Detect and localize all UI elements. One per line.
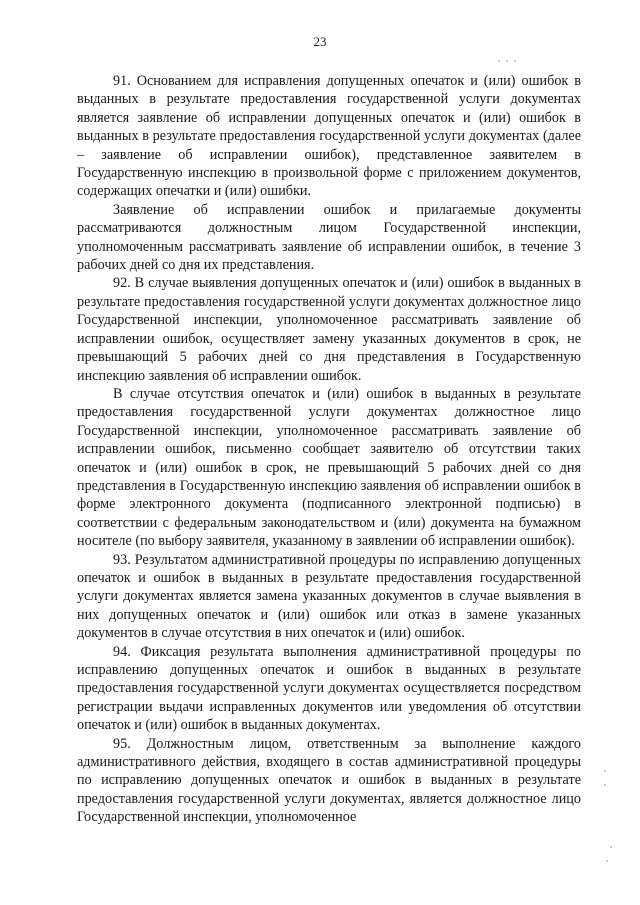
- paragraph-93: 93. Результатом административной процедуры по исправлению допущенных опечаток и ошибок в выданных в результате предоставления государственной услуги документах является замена указанных документов в случае выявления в них допущенных опечаток и (или) ошибок или отказ в замене указанных документов в случае отсутствия в них опечаток и (или) ошибок.: [77, 551, 581, 642]
- page-number: 23: [313, 34, 327, 49]
- paragraph-95: 95. Должностным лицом, ответственным за выполнение каждого административного действия, входящего в состав административной процедуры по исправлению допущенных опечаток и ошибок в выданных в результате предоставления государственной услуги документах, является должностное лицо Государственной инспекции, уполномоченное: [77, 735, 581, 826]
- paragraph-91-review: Заявление об исправлении ошибок и прилагаемые документы рассматриваются должностным лицом Государственной инспекции, уполномоченным рассматривать заявление об исправлении ошибок, в течение 3 рабочих дней со дня их представления.: [77, 201, 581, 274]
- paragraph-92: 92. В случае выявления допущенных опечаток и (или) ошибок в выданных в результате предоставления государственной услуги документах должностное лицо Государственной инспекции, уполномоченное рассматривать заявление об исправлении ошибок, осуществляет замену указанных документов в срок, не превышающий 5 рабочих дней со дня представления в Государственную инспекцию заявления об исправлении ошибок.: [77, 275, 581, 384]
- scan-speck: [606, 860, 608, 862]
- document-body: [77, 72, 581, 827]
- paragraph-94: 94. Фиксация результата выполнения административной процедуры по исправлению допущенных опечаток и ошибок в выданных в результате предоставления государственной услуги документах осуществляется посредством регистрации выдачи исправленных документов или уведомления об отсутствии опечаток и (или) ошибок в выданных документах.: [77, 643, 581, 734]
- scan-speck: [506, 60, 508, 62]
- paragraph-91: 91. Основанием для исправления допущенных опечаток и (или) ошибок в выданных в результате предоставления государственной услуги документах является заявление об исправлении допущенных опечаток и (или) ошибок в выданных в результате предоставления государственной услуги документах (далее – заявление об исправлении ошибок), представленное заявителем в Государственную инспекцию в произвольной форме с приложением документов, содержащих опечатки и (или) ошибки.: [77, 73, 581, 200]
- paragraph-92-absence: В случае отсутствия опечаток и (или) ошибок в выданных в результате предоставления государственной услуги документах должностное лицо Государственной инспекции, уполномоченное рассматривать заявление об исправлении ошибок, письменно сообщает заявителю об отсутствии таких опечаток и (или) ошибок в срок, не превышающий 5 рабочих дней со дня представления в Государственную инспекцию заявления об исправлении ошибок в форме электронного документа (подписанного электронной подписью) в соответствии с федеральным законодательством и (или) документа на бумажном носителе (по выбору заявителя, указанному в заявлении об исправлении ошибок).: [77, 385, 581, 550]
- scan-speck: [604, 770, 606, 772]
- scan-speck: [498, 60, 500, 62]
- scan-speck: [514, 60, 516, 62]
- scan-speck: [604, 784, 606, 786]
- scan-speck: [610, 846, 612, 848]
